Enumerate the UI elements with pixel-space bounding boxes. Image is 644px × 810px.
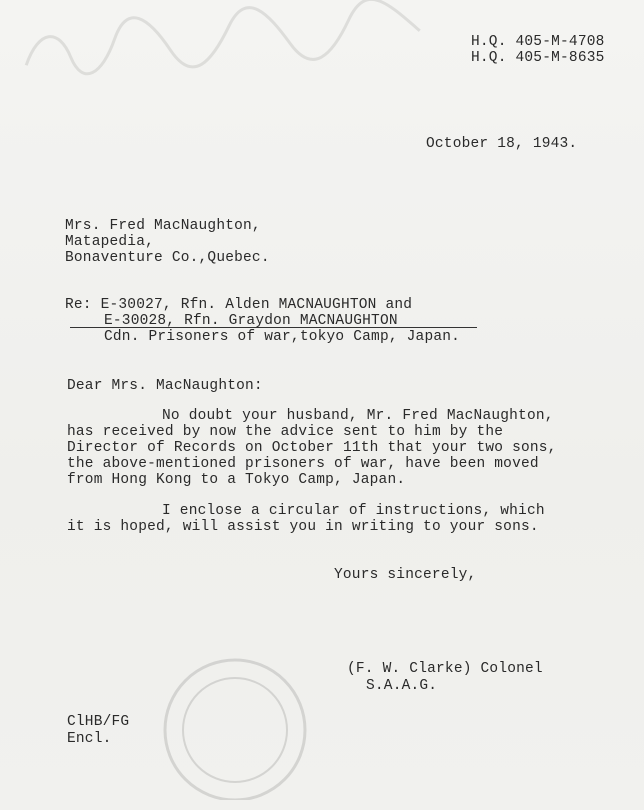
body-paragraph-1-line-3: Director of Records on October 11th that your two sons,: [67, 440, 557, 456]
closing: Yours sincerely,: [334, 567, 477, 583]
signature-name: (F. W. Clarke) Colonel: [347, 661, 543, 677]
recipient-name: Mrs. Fred MacNaughton,: [65, 218, 261, 234]
body-paragraph-1-line-5: from Hong Kong to a Tokyo Camp, Japan.: [67, 472, 406, 488]
subject-line-1: Re: E-30027, Rfn. Alden MACNAUGHTON and: [65, 297, 413, 313]
typist-initials: ClHB/FG: [67, 714, 130, 730]
subject-underline: [70, 327, 477, 328]
body-paragraph-1-line-1: No doubt your husband, Mr. Fred MacNaughton,: [162, 408, 554, 424]
subject-line-3: Cdn. Prisoners of war,tokyo Camp, Japan.: [104, 329, 461, 345]
subject-line-2: E-30028, Rfn. Graydon MACNAUGHTON: [104, 313, 398, 329]
body-paragraph-2-line-2: it is hoped, will assist you in writing to your sons.: [67, 519, 539, 535]
watermark-scribble: [18, 0, 442, 91]
signature-title: S.A.A.G.: [366, 678, 438, 694]
recipient-county: Bonaventure Co.,Quebec.: [65, 250, 270, 266]
body-paragraph-1-line-2: has received by now the advice sent to him by the: [67, 424, 504, 440]
faded-stamp: [120, 640, 350, 800]
recipient-town: Matapedia,: [65, 234, 155, 250]
letter-date: October 18, 1943.: [426, 136, 578, 152]
enclosure-note: Encl.: [67, 731, 112, 747]
body-paragraph-1-line-4: the above-mentioned prisoners of war, have been moved: [67, 456, 539, 472]
reference-number-1: H.Q. 405-M-4708: [471, 34, 605, 50]
salutation: Dear Mrs. MacNaughton:: [67, 378, 263, 394]
body-paragraph-2-line-1: I enclose a circular of instructions, which: [162, 503, 545, 519]
reference-number-2: H.Q. 405-M-8635: [471, 50, 605, 66]
